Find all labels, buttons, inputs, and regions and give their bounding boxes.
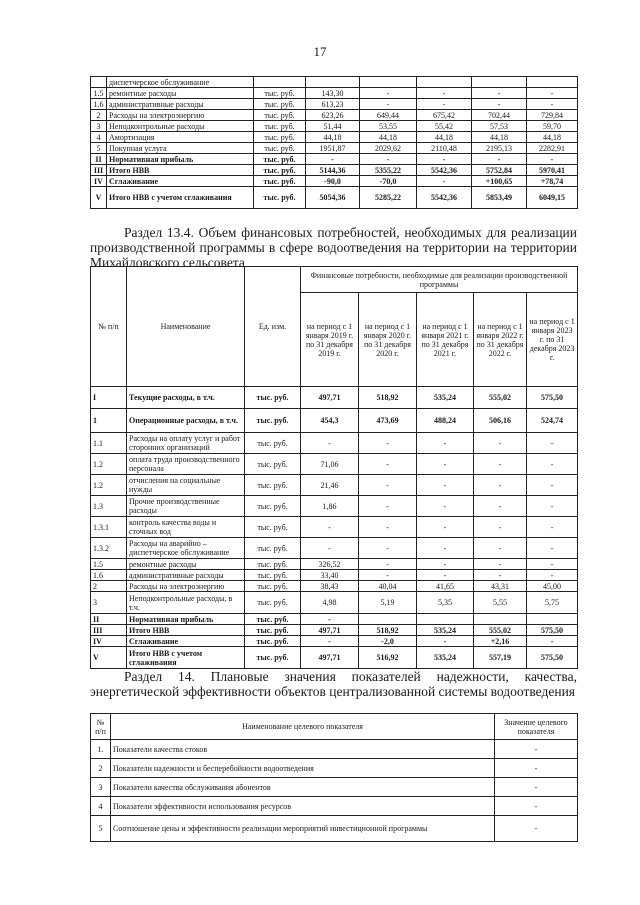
row-value: 45,00 xyxy=(527,581,578,592)
table-row xyxy=(91,581,578,592)
row-indicator-name: Показатели эффективности использования ресурсов xyxy=(111,797,495,816)
row-name: Итого НВВ xyxy=(127,625,245,636)
header-num: № п/п xyxy=(91,267,127,387)
row-number: 1.1 xyxy=(91,433,127,454)
row-value: 497,71 xyxy=(301,387,359,409)
row-value: 5,75 xyxy=(527,592,578,614)
row-value: +78,74 xyxy=(527,176,578,187)
row-value: 44,18 xyxy=(472,132,527,143)
row-number: 1.5 xyxy=(91,88,107,99)
row-value: 506,16 xyxy=(474,409,527,433)
row-unit: тыс. руб. xyxy=(245,581,301,592)
row-name: Операционные расходы, в т.ч. xyxy=(127,409,245,433)
row-value: 497,71 xyxy=(301,625,359,636)
table-financial-needs xyxy=(90,266,578,669)
row-name: Текущие расходы, в т.ч. xyxy=(127,387,245,409)
row-unit: тыс. руб. xyxy=(254,143,306,154)
row-name: контроль качества воды и сточных вод xyxy=(127,517,245,538)
row-unit: тыс. руб. xyxy=(245,538,301,559)
table-row xyxy=(91,132,578,143)
row-number: 2 xyxy=(91,759,111,778)
row-indicator-value: - xyxy=(495,740,578,759)
row-unit: тыс. руб. xyxy=(245,517,301,538)
table-row xyxy=(91,409,578,433)
table-top xyxy=(90,76,578,209)
table-row xyxy=(91,740,578,759)
row-value: 33,40 xyxy=(301,570,359,581)
table-row xyxy=(91,570,578,581)
row-number: 1.2 xyxy=(91,475,127,496)
row-name: административные расходы xyxy=(107,99,254,110)
table-row xyxy=(91,538,578,559)
row-number: V xyxy=(91,647,127,669)
row-name: ремонтные расходы xyxy=(107,88,254,99)
row-value: - xyxy=(527,433,578,454)
table-row xyxy=(91,121,578,132)
row-value: - xyxy=(474,559,527,570)
row-value: - xyxy=(359,538,417,559)
table-row xyxy=(91,77,578,88)
header-period-2019: на период с 1 января 2019 г. по 31 декабря 2019 г. xyxy=(301,293,359,387)
row-value: 613,23 xyxy=(306,99,360,110)
row-value: 5285,22 xyxy=(360,187,417,209)
row-value: 2282,91 xyxy=(527,143,578,154)
row-value: 44,18 xyxy=(360,132,417,143)
row-unit: тыс. руб. xyxy=(254,110,306,121)
row-unit: тыс. руб. xyxy=(254,187,306,209)
row-number: 1.5 xyxy=(91,559,127,570)
row-number: 1.6 xyxy=(91,99,107,110)
row-value: - xyxy=(474,538,527,559)
row-number: III xyxy=(91,165,107,176)
row-name: Итого НВВ xyxy=(107,165,254,176)
row-unit: тыс. руб. xyxy=(254,165,306,176)
table-row xyxy=(91,110,578,121)
row-value: 21,46 xyxy=(301,475,359,496)
row-value: - xyxy=(527,517,578,538)
row-value: 326,52 xyxy=(301,559,359,570)
row-value: 1,86 xyxy=(301,496,359,517)
row-number: 1. xyxy=(91,740,111,759)
row-value: - xyxy=(360,88,417,99)
row-value: - xyxy=(472,154,527,165)
table-row xyxy=(91,433,578,454)
row-value: - xyxy=(417,154,472,165)
row-unit: тыс. руб. xyxy=(254,154,306,165)
row-value xyxy=(360,77,417,88)
row-name: административные расходы xyxy=(127,570,245,581)
row-value: 5,19 xyxy=(359,592,417,614)
row-name: Неподконтрольные расходы, в т.ч. xyxy=(127,592,245,614)
row-value: - xyxy=(527,99,578,110)
row-unit: тыс. руб. xyxy=(245,496,301,517)
row-indicator-name: Показатели качества стоков xyxy=(111,740,495,759)
row-unit xyxy=(254,77,306,88)
row-unit: тыс. руб. xyxy=(245,387,301,409)
row-value: - xyxy=(417,559,474,570)
row-value: -2,0 xyxy=(359,636,417,647)
row-value: - xyxy=(417,176,472,187)
row-number: 5 xyxy=(91,816,111,842)
row-value: - xyxy=(417,88,472,99)
row-unit: тыс. руб. xyxy=(245,454,301,475)
header-period-2020: на период с 1 января 2020 г. по 31 декабря 2020 г. xyxy=(359,293,417,387)
section-14-heading: Раздел 14. Плановые значения показателей надежности, качества, энергетической эффективности объектов централизованной системы водоотведения xyxy=(90,669,577,699)
row-value: 702,44 xyxy=(472,110,527,121)
row-number: IV xyxy=(91,176,107,187)
row-number: 1.6 xyxy=(91,570,127,581)
table-row xyxy=(91,165,578,176)
row-number: III xyxy=(91,625,127,636)
row-value: - xyxy=(359,559,417,570)
row-value: - xyxy=(417,517,474,538)
row-value: 44,18 xyxy=(306,132,360,143)
row-value: - xyxy=(360,154,417,165)
row-value: 41,65 xyxy=(417,581,474,592)
table-row xyxy=(91,517,578,538)
row-value: -90,0 xyxy=(306,176,360,187)
row-indicator-name: Показатели надежности и бесперебойности водоотведения xyxy=(111,759,495,778)
row-value: 4,98 xyxy=(301,592,359,614)
row-number: 4 xyxy=(91,132,107,143)
row-value: - xyxy=(417,99,472,110)
row-unit: тыс. руб. xyxy=(245,570,301,581)
row-value: - xyxy=(359,475,417,496)
row-value: - xyxy=(359,454,417,475)
table-row xyxy=(91,592,578,614)
row-unit: тыс. руб. xyxy=(254,176,306,187)
row-value: 51,44 xyxy=(306,121,360,132)
table-row xyxy=(91,778,578,797)
row-name: Расходы на электроэнергию xyxy=(107,110,254,121)
row-value: - xyxy=(527,454,578,475)
row-value: - xyxy=(417,636,474,647)
row-value xyxy=(474,614,527,625)
row-number: 1.3.2 xyxy=(91,538,127,559)
row-value: 2029,62 xyxy=(360,143,417,154)
row-value: 53,55 xyxy=(360,121,417,132)
header-num: № п/п xyxy=(91,714,111,740)
table-row xyxy=(91,154,578,165)
row-value: 43,31 xyxy=(474,581,527,592)
row-value: - xyxy=(474,475,527,496)
row-number: V xyxy=(91,187,107,209)
row-value: - xyxy=(417,538,474,559)
row-unit: тыс. руб. xyxy=(245,636,301,647)
row-value: +100,65 xyxy=(472,176,527,187)
row-value: 5970,41 xyxy=(527,165,578,176)
table-row xyxy=(91,99,578,110)
row-value: 555,02 xyxy=(474,625,527,636)
row-value: 5853,49 xyxy=(472,187,527,209)
row-unit: тыс. руб. xyxy=(254,121,306,132)
row-value: - xyxy=(474,570,527,581)
row-value: 729,84 xyxy=(527,110,578,121)
row-value: 71,06 xyxy=(301,454,359,475)
row-name: Покупная услуга xyxy=(107,143,254,154)
row-value: 5144,36 xyxy=(306,165,360,176)
row-value: 44,18 xyxy=(417,132,472,143)
row-value: 575,50 xyxy=(527,647,578,669)
table-row xyxy=(91,797,578,816)
row-value: 5542,36 xyxy=(417,187,472,209)
row-unit: тыс. руб. xyxy=(245,647,301,669)
row-value: - xyxy=(301,517,359,538)
row-value: - xyxy=(417,475,474,496)
row-value: 575,50 xyxy=(527,387,578,409)
row-name: диспетчерское обслуживание xyxy=(107,77,254,88)
row-value: 557,19 xyxy=(474,647,527,669)
row-value: - xyxy=(417,454,474,475)
row-value: - xyxy=(472,99,527,110)
section-13-4-heading: Раздел 13.4. Объем финансовых потребностей, необходимых для реализации производственной программы в сфере водоотведения на территории на территории Михайловского сельсовета xyxy=(90,225,577,270)
row-name: отчисления на социальные нужды xyxy=(127,475,245,496)
row-value: - xyxy=(527,538,578,559)
row-value: - xyxy=(527,559,578,570)
row-name: Сглаживание xyxy=(107,176,254,187)
table-row xyxy=(91,176,578,187)
page-number: 17 xyxy=(313,44,327,59)
row-value: 516,92 xyxy=(359,647,417,669)
row-value: - xyxy=(527,636,578,647)
row-number: I xyxy=(91,387,127,409)
row-name: Сглаживание xyxy=(127,636,245,647)
row-name: оплата труда производственного персонала xyxy=(127,454,245,475)
row-value: - xyxy=(359,570,417,581)
row-value: - xyxy=(527,475,578,496)
row-value: 2195,13 xyxy=(472,143,527,154)
header-group: Финансовые потребности, необходимые для реализации производственной программы xyxy=(301,267,578,293)
row-unit: тыс. руб. xyxy=(245,592,301,614)
row-value xyxy=(306,77,360,88)
row-value: 59,70 xyxy=(527,121,578,132)
row-name: Неподконтрольные расходы xyxy=(107,121,254,132)
table-row xyxy=(91,88,578,99)
table-row xyxy=(91,636,578,647)
row-value: - xyxy=(417,433,474,454)
row-value: - xyxy=(417,570,474,581)
row-value: -70,0 xyxy=(360,176,417,187)
row-number: 3 xyxy=(91,592,127,614)
header-period-2021: на период с 1 января 2021 г. по 31 декабря 2021 г. xyxy=(417,293,474,387)
row-name: Расходы на электроэнергию xyxy=(127,581,245,592)
row-value: - xyxy=(306,154,360,165)
row-value: - xyxy=(527,570,578,581)
row-name: Расходы на оплату услуг и работ сторонних организаций xyxy=(127,433,245,454)
row-value: 488,24 xyxy=(417,409,474,433)
row-number xyxy=(91,77,107,88)
row-value: 473,69 xyxy=(359,409,417,433)
row-indicator-value: - xyxy=(495,778,578,797)
row-indicator-value: - xyxy=(495,797,578,816)
row-number: 3 xyxy=(91,121,107,132)
row-value: - xyxy=(301,614,359,625)
row-indicator-name: Соотношение цены и эффективности реализации мероприятий инвестиционной программы xyxy=(111,816,495,842)
row-number: 2 xyxy=(91,110,107,121)
row-name: ремонтные расходы xyxy=(127,559,245,570)
header-period-2022: на период с 1 января 2022 г. по 31 декабря 2022 г. xyxy=(474,293,527,387)
row-value: - xyxy=(359,433,417,454)
row-value: - xyxy=(359,517,417,538)
row-number: II xyxy=(91,154,107,165)
row-value: - xyxy=(472,88,527,99)
row-unit: тыс. руб. xyxy=(245,409,301,433)
row-indicator-name: Показатели качества обслуживания абонентов xyxy=(111,778,495,797)
row-number: 4 xyxy=(91,797,111,816)
row-name: Расходы на аварийно – диспетчерское обслуживание xyxy=(127,538,245,559)
row-value: - xyxy=(527,154,578,165)
table-row xyxy=(91,475,578,496)
row-value: 5,35 xyxy=(417,592,474,614)
table-row xyxy=(91,614,578,625)
row-name: Итого НВВ с учетом сглаживания xyxy=(127,647,245,669)
row-value: - xyxy=(527,496,578,517)
row-value xyxy=(417,614,474,625)
row-value: 575,50 xyxy=(527,625,578,636)
row-value: +2,16 xyxy=(474,636,527,647)
row-value: - xyxy=(359,496,417,517)
table-row xyxy=(91,496,578,517)
row-value: - xyxy=(527,88,578,99)
row-value xyxy=(359,614,417,625)
row-value: - xyxy=(474,433,527,454)
table-row xyxy=(91,816,578,842)
row-number: 5 xyxy=(91,143,107,154)
row-value: 5542,36 xyxy=(417,165,472,176)
row-indicator-value: - xyxy=(495,759,578,778)
row-value: 55,42 xyxy=(417,121,472,132)
row-value: - xyxy=(474,517,527,538)
row-value: - xyxy=(360,99,417,110)
table-row xyxy=(91,625,578,636)
row-value: 5,55 xyxy=(474,592,527,614)
row-name: Амортизация xyxy=(107,132,254,143)
header-indicator-value: Значение целевого показателя xyxy=(495,714,578,740)
row-unit: тыс. руб. xyxy=(254,99,306,110)
header-period-2023: на период с 1 января 2023 г. по 31 декабря 2023 г. xyxy=(527,293,578,387)
row-value: 40,04 xyxy=(359,581,417,592)
row-number: 1.2 xyxy=(91,454,127,475)
row-name: Нормативная прибыль xyxy=(107,154,254,165)
row-value xyxy=(472,77,527,88)
row-value: 143,30 xyxy=(306,88,360,99)
row-unit: тыс. руб. xyxy=(245,625,301,636)
table-target-indicators xyxy=(90,713,578,842)
row-name: Итого НВВ с учетом сглаживания xyxy=(107,187,254,209)
row-value xyxy=(527,614,578,625)
row-unit: тыс. руб. xyxy=(245,559,301,570)
row-value xyxy=(417,77,472,88)
row-number: 1.3.1 xyxy=(91,517,127,538)
row-value: - xyxy=(301,538,359,559)
row-number: 3 xyxy=(91,778,111,797)
table-row xyxy=(91,647,578,669)
row-value: 518,92 xyxy=(359,387,417,409)
row-number: 1.3 xyxy=(91,496,127,517)
row-value: 5355,22 xyxy=(360,165,417,176)
table-row xyxy=(91,187,578,209)
row-value: 6049,15 xyxy=(527,187,578,209)
table-row xyxy=(91,387,578,409)
row-number: IV xyxy=(91,636,127,647)
row-name: Нормативная прибыль xyxy=(127,614,245,625)
row-value: 2110,48 xyxy=(417,143,472,154)
row-value: - xyxy=(474,454,527,475)
row-indicator-value: - xyxy=(495,816,578,842)
row-unit: тыс. руб. xyxy=(254,132,306,143)
row-value: 518,92 xyxy=(359,625,417,636)
row-value: 623,26 xyxy=(306,110,360,121)
row-number: 2 xyxy=(91,581,127,592)
row-number: 1 xyxy=(91,409,127,433)
row-unit: тыс. руб. xyxy=(245,614,301,625)
row-value: 675,42 xyxy=(417,110,472,121)
row-value: - xyxy=(417,496,474,517)
row-value: 524,74 xyxy=(527,409,578,433)
row-name: Прочие производственные расходы xyxy=(127,496,245,517)
row-value: 649,44 xyxy=(360,110,417,121)
row-value: 535,24 xyxy=(417,387,474,409)
row-value: 5752,84 xyxy=(472,165,527,176)
row-value: 535,24 xyxy=(417,625,474,636)
row-unit: тыс. руб. xyxy=(245,475,301,496)
table-row xyxy=(91,559,578,570)
header-unit: Ед. изм. xyxy=(245,267,301,387)
row-value: 1951,87 xyxy=(306,143,360,154)
row-value: - xyxy=(474,496,527,517)
table-row xyxy=(91,454,578,475)
row-number: II xyxy=(91,614,127,625)
row-value: 454,3 xyxy=(301,409,359,433)
row-unit: тыс. руб. xyxy=(254,88,306,99)
row-value: 57,53 xyxy=(472,121,527,132)
row-value: - xyxy=(301,433,359,454)
row-value: 555,02 xyxy=(474,387,527,409)
row-value: 5054,36 xyxy=(306,187,360,209)
row-value: 535,24 xyxy=(417,647,474,669)
row-unit: тыс. руб. xyxy=(245,433,301,454)
row-value xyxy=(527,77,578,88)
row-value: - xyxy=(301,636,359,647)
header-indicator-name: Наименование целевого показателя xyxy=(111,714,495,740)
row-value: 497,71 xyxy=(301,647,359,669)
table-row xyxy=(91,759,578,778)
header-name: Наименование xyxy=(127,267,245,387)
row-value: 44,18 xyxy=(527,132,578,143)
table-row xyxy=(91,143,578,154)
row-value: 38,43 xyxy=(301,581,359,592)
